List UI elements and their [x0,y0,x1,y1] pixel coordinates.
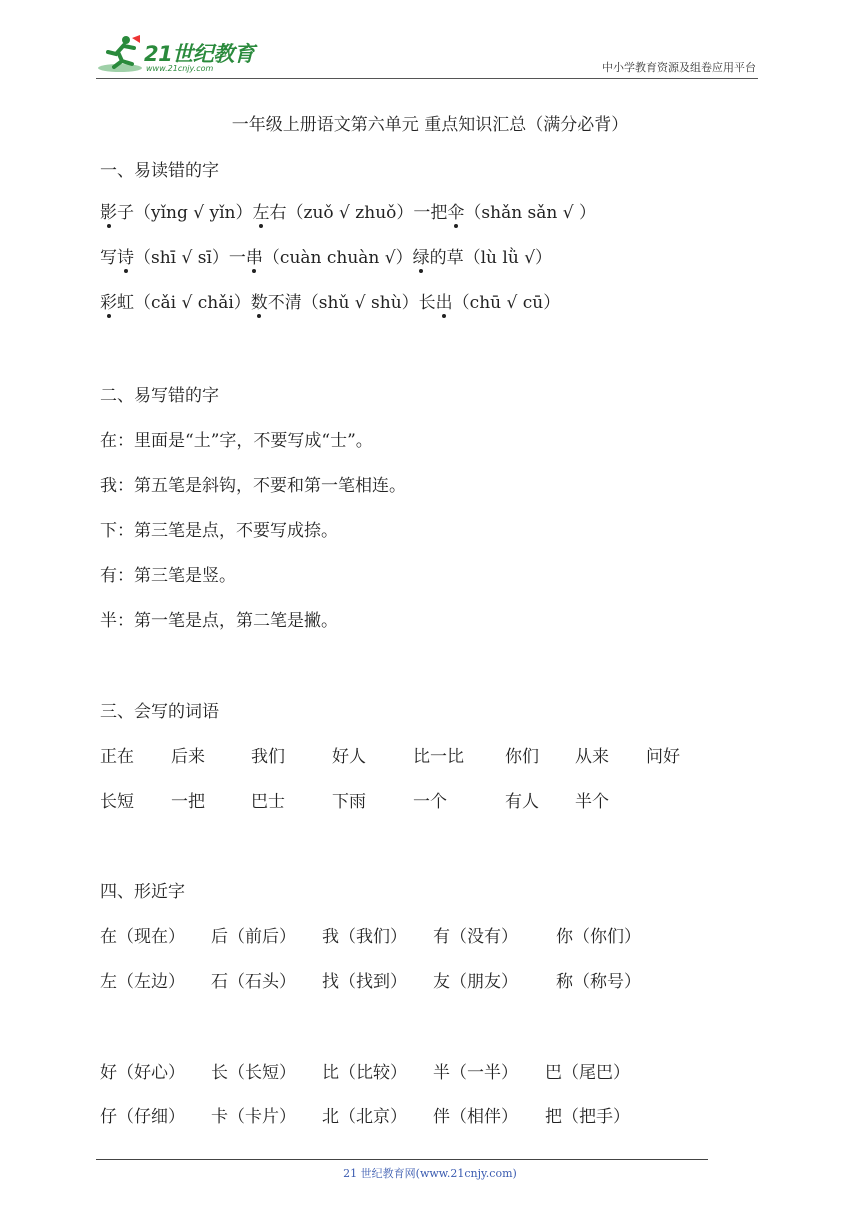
similar-char-item: 卡（卡片） [211,1107,296,1127]
word-item: 一个 [413,792,447,812]
word-item: 好人 [332,747,366,767]
similar-char-item: 巴（尾巴） [545,1063,630,1083]
word-item: 问好 [646,747,680,767]
writing-tip: 下：第三笔是点，不要写成捺。 [100,521,338,541]
similar-char-item: 把（把手） [545,1107,630,1127]
writing-tip: 我：第五笔是斜钩，不要和第一笔相连。 [100,476,406,496]
section2-heading: 二、易写错的字 [100,386,219,406]
writing-tip: 在：里面是“土”字，不要写成“士”。 [100,431,373,451]
similar-char-item: 仔（仔细） [100,1107,185,1127]
pinyin-text: （shī √ sī）一 [134,248,246,268]
dotted-char: 影 [100,198,117,223]
pinyin-text: （shǎn sǎn √ ） [464,203,596,223]
section4-heading: 四、形近字 [100,882,185,902]
word-item: 后来 [171,747,205,767]
similar-char-item: 称（称号） [556,972,641,992]
word-item: 半个 [575,792,609,812]
word-item: 下雨 [332,792,366,812]
dotted-char: 出 [436,288,453,313]
dotted-char: 左 [253,198,270,223]
pinyin-text: 不清（shǔ √ shù）长 [267,293,436,313]
dotted-char: 串 [246,243,263,268]
similar-char-item: 找（找到） [322,972,407,992]
page-header [96,30,758,79]
header-platform-text: 中小学教育资源及组卷应用平台 [602,61,756,74]
section3-heading: 三、会写的词语 [100,702,219,722]
dotted-char: 数 [251,288,268,313]
word-item: 从来 [575,747,609,767]
footer-divider [96,1159,708,1160]
runner-icon [96,34,144,74]
word-item: 正在 [100,747,134,767]
word-item: 长短 [100,792,134,812]
similar-char-item: 伴（相伴） [433,1107,518,1127]
page-title: 一年级上册语文第六单元 重点知识汇总（满分必背） [231,115,629,135]
dotted-char: 诗 [117,243,134,268]
similar-char-item: 北（北京） [322,1107,407,1127]
similar-char-item: 石（石头） [211,972,296,992]
section1-heading: 一、易读错的字 [100,161,219,181]
word-item: 我们 [251,747,285,767]
word-item: 有人 [505,792,539,812]
word-item: 你们 [505,747,539,767]
similar-char-item: 我（我们） [322,927,407,947]
similar-char-item: 长（长短） [211,1063,296,1083]
pinyin-text: （cuàn chuàn √） [262,248,413,268]
pinyin-text: 子（yǐng √ yǐn） [117,203,253,223]
similar-char-item: 你（你们） [556,927,641,947]
dotted-char: 伞 [447,198,464,223]
similar-char-item: 在（现在） [100,927,185,947]
pinyin-text: 的草（lù lǜ √） [429,248,553,268]
similar-char-item: 左（左边） [100,972,185,992]
pinyin-text: 右（zuǒ √ zhuǒ）一把 [269,203,448,223]
pinyin-line-2 [100,243,552,268]
similar-char-item: 后（前后） [211,927,296,947]
footer-link[interactable]: 21 世纪教育网(www.21cnjy.com) [343,1167,517,1180]
pinyin-line-3 [100,288,560,313]
pinyin-text: 写 [100,248,117,268]
pinyin-line-1 [100,198,596,223]
dotted-char: 彩 [100,288,117,313]
logo-text: 21世纪教育 [144,42,255,66]
word-item: 比一比 [413,747,464,767]
pinyin-text: （chū √ cū） [452,293,561,313]
dotted-char: 绿 [413,243,430,268]
writing-tip: 半：第一笔是点，第二笔是撇。 [100,611,338,631]
word-item: 巴士 [251,792,285,812]
logo-url: www.21cnjy.com [146,64,214,73]
similar-char-item: 半（一半） [433,1063,518,1083]
similar-char-item: 有（没有） [433,927,518,947]
pinyin-text: 虹（cǎi √ chǎi） [117,293,251,313]
writing-tip: 有：第三笔是竖。 [100,566,236,586]
similar-char-item: 比（比较） [322,1063,407,1083]
word-item: 一把 [171,792,205,812]
similar-char-item: 好（好心） [100,1063,185,1083]
logo [96,34,296,74]
similar-char-item: 友（朋友） [433,972,518,992]
